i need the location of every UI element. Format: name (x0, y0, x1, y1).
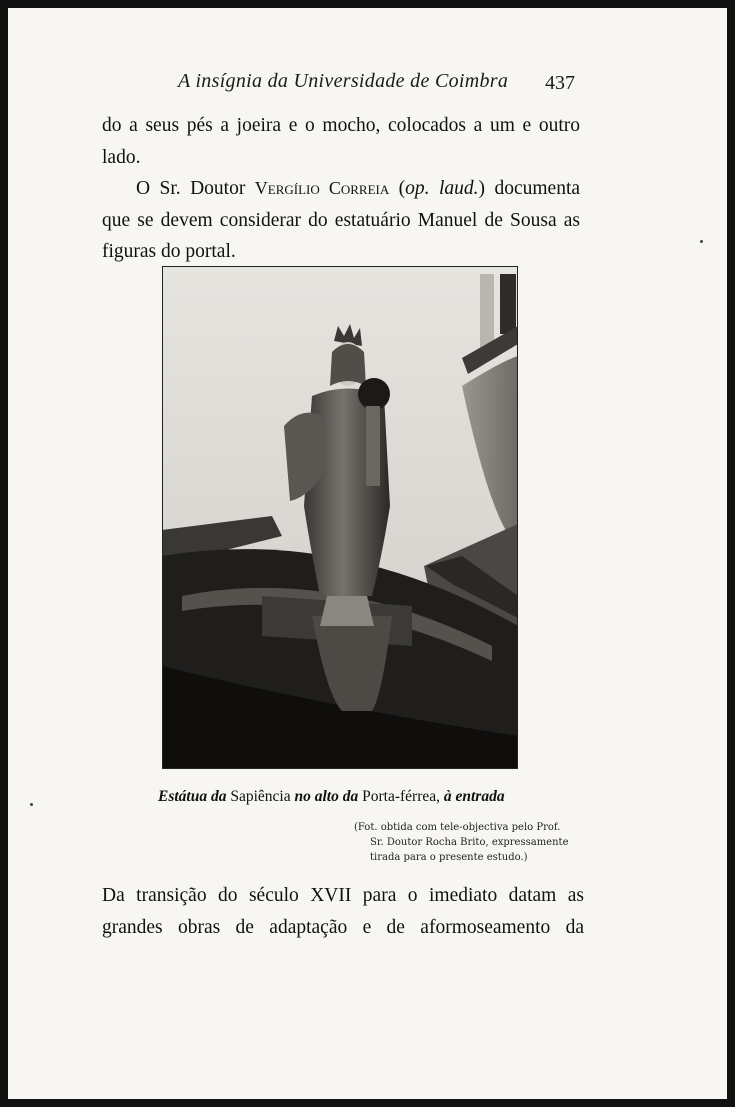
p2-before: O Sr. Doutor (136, 178, 255, 199)
author-name: Vergílio Correia (254, 178, 390, 198)
credit-line-2: Sr. Doutor Rocha Brito, expressamente (370, 837, 569, 848)
closing-paragraph: Da transição do século XVII para o imediato datam as grandes obras de adaptação e de aformoseamento da (102, 885, 584, 938)
print-speck (30, 803, 33, 806)
figure-caption (158, 788, 538, 806)
print-speck (700, 240, 703, 243)
p2-open: ( (389, 178, 406, 199)
caption-part-1: Estátua da (158, 788, 227, 805)
photo-credit (354, 820, 594, 865)
closing-text (102, 880, 584, 943)
body-text (102, 110, 580, 268)
credit-line-3: tirada para o presente estudo.) (370, 852, 528, 863)
reference: op. laud. (405, 178, 479, 199)
caption-part-4: Porta-férrea, (358, 788, 444, 805)
page (8, 8, 727, 1099)
caption-part-2: Sapiência (226, 788, 295, 805)
statue-photograph (162, 266, 518, 769)
caption-part-5: à entrada (443, 788, 505, 805)
page-number: 437 (545, 72, 575, 94)
paragraph-2 (102, 173, 580, 268)
p2-rest: ) documenta que se devem considerar do estatuário Manuel de Sousa as figuras do portal. (102, 178, 581, 262)
credit-line-1: (Fot. obtida com tele-objectiva pelo Prof. (354, 822, 561, 833)
caption-part-3: no alto da (294, 788, 359, 805)
paragraph-1: do a seus pés a joeira e o mocho, colocados a um e outro lado. (102, 115, 580, 168)
running-title: A insígnia da Universidade de Coimbra (178, 70, 509, 92)
